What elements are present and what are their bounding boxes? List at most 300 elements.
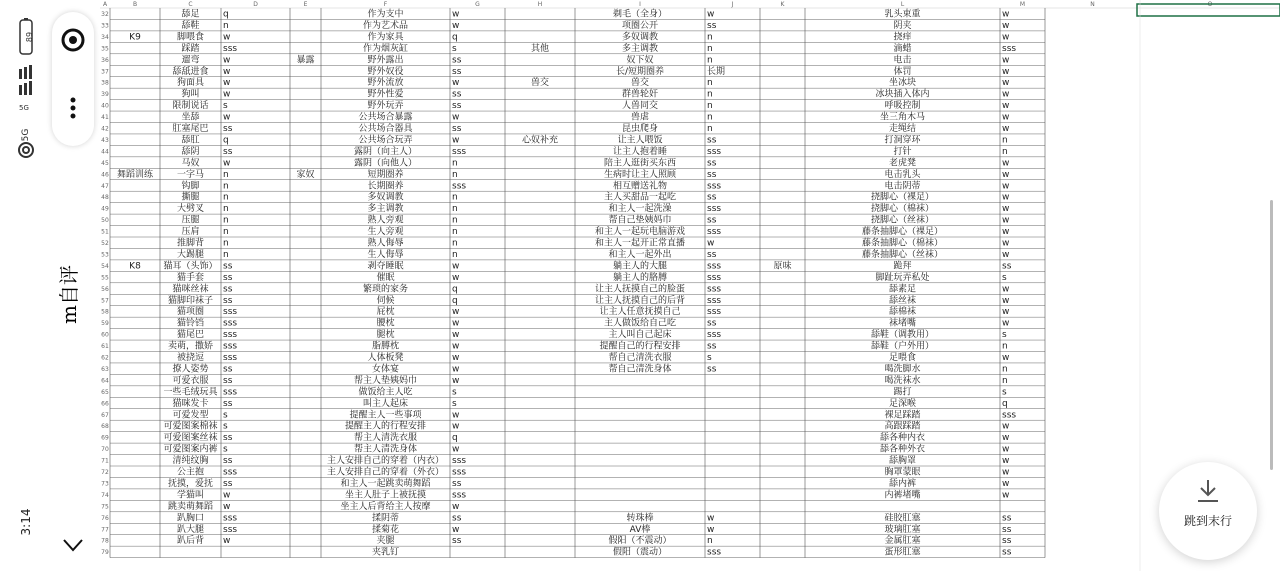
rating-cell[interactable]: n — [223, 169, 229, 180]
item-cell[interactable]: 压肩 — [181, 227, 200, 238]
rating-cell[interactable]: sss — [707, 272, 722, 283]
item-cell[interactable]: 舔鞋（户外用） — [870, 341, 935, 352]
rating-cell[interactable]: w — [452, 135, 460, 146]
item-cell[interactable]: 可爱图案棉袜 — [163, 421, 218, 432]
rating-cell[interactable]: n — [452, 158, 458, 169]
item-cell[interactable]: 叫主人起床 — [362, 398, 409, 409]
rating-cell[interactable]: w — [1002, 192, 1010, 203]
rating-cell[interactable]: w — [1002, 9, 1010, 20]
rating-cell[interactable]: ss — [223, 478, 233, 489]
item-cell[interactable]: 藤条抽脚心（裸足） — [861, 227, 944, 238]
item-cell[interactable]: 和主人一起跳卖萌舞蹈 — [340, 478, 431, 489]
rating-cell[interactable]: n — [452, 192, 458, 203]
rating-cell[interactable]: w — [223, 112, 231, 123]
rating-cell[interactable]: ss — [1002, 536, 1012, 547]
rating-cell[interactable]: w — [223, 78, 231, 89]
rating-cell[interactable]: n — [707, 89, 713, 100]
item-cell[interactable]: 多奴调教 — [621, 32, 659, 43]
item-cell[interactable]: 野外露出 — [367, 55, 404, 66]
item-cell[interactable]: 多主调教 — [621, 43, 659, 54]
item-cell[interactable]: 繁琐的家务 — [362, 284, 409, 295]
group-label[interactable]: 家奴 — [296, 169, 315, 180]
item-cell[interactable]: 一些毛绒玩具 — [163, 387, 218, 398]
item-cell[interactable]: 乳头束重 — [884, 9, 921, 20]
rating-cell[interactable]: ss — [452, 66, 462, 77]
rating-cell[interactable]: n — [223, 192, 229, 203]
rating-cell[interactable]: ss — [707, 169, 717, 180]
rating-cell[interactable]: w — [452, 78, 460, 89]
rating-cell[interactable]: sss — [223, 307, 238, 318]
rating-cell[interactable]: ss — [707, 341, 717, 352]
column-header[interactable]: I — [639, 1, 641, 8]
item-cell[interactable]: 揉阴蒂 — [371, 513, 400, 524]
item-cell[interactable]: 假阳（震动） — [612, 547, 668, 558]
item-cell[interactable]: 内裤堵嘴 — [884, 490, 921, 501]
rating-cell[interactable]: n — [707, 78, 713, 89]
item-cell[interactable]: 提醒主人一些事项 — [349, 410, 422, 421]
rating-cell[interactable]: ss — [707, 20, 717, 31]
item-cell[interactable]: 夹腿 — [376, 536, 395, 547]
rating-cell[interactable]: ss — [707, 192, 717, 203]
item-cell[interactable]: 滴蜡 — [893, 43, 912, 54]
rating-cell[interactable]: ss — [452, 513, 462, 524]
column-header[interactable]: A — [102, 1, 108, 8]
item-cell[interactable]: 打针 — [893, 146, 912, 157]
rating-cell[interactable]: ss — [223, 375, 233, 386]
rating-cell[interactable]: w — [1002, 89, 1010, 100]
item-cell[interactable]: 跪拜 — [893, 261, 912, 272]
item-cell[interactable]: 舔阴 — [181, 146, 200, 157]
rating-cell[interactable]: s — [1002, 387, 1007, 398]
rating-cell[interactable]: ss — [452, 478, 462, 489]
rating-cell[interactable]: ss — [223, 284, 233, 295]
item-cell[interactable]: 猫尾巴 — [176, 330, 205, 341]
item-cell[interactable]: 猫耳（头饰） — [163, 261, 218, 272]
rating-cell[interactable]: s — [452, 398, 457, 409]
item-cell[interactable]: 舔素足 — [888, 284, 917, 295]
item-cell[interactable]: 帮自己清洗衣服 — [608, 353, 672, 363]
item-cell[interactable]: 挠脚心（丝袜） — [870, 215, 935, 226]
column-header[interactable]: L — [900, 1, 905, 8]
rating-cell[interactable]: w — [1002, 444, 1010, 455]
item-cell[interactable]: 足深喉 — [888, 398, 917, 409]
rating-cell[interactable]: sss — [707, 227, 722, 238]
item-cell[interactable]: 猫项圈 — [176, 307, 205, 318]
spreadsheet-grid[interactable] — [100, 0, 1280, 571]
rating-cell[interactable]: ss — [223, 272, 233, 283]
item-cell[interactable]: 猫咪丝袜 — [172, 284, 209, 295]
item-cell[interactable]: 公主抱 — [176, 467, 205, 478]
item-cell[interactable]: 让主人喂饭 — [617, 135, 663, 146]
item-cell[interactable]: 项圈公开 — [621, 20, 659, 31]
rating-cell[interactable]: w — [1002, 353, 1010, 363]
column-header[interactable]: H — [537, 1, 543, 8]
rating-cell[interactable]: ss — [223, 146, 233, 157]
item-cell[interactable]: 躺主人的胳膊 — [612, 272, 668, 283]
rating-cell[interactable]: w — [1002, 421, 1010, 432]
rating-cell[interactable]: ss — [223, 433, 233, 444]
item-cell[interactable]: 伺候 — [376, 295, 395, 306]
rating-cell[interactable]: n — [707, 55, 713, 66]
item-cell[interactable]: 脚喂食 — [176, 32, 205, 43]
item-cell[interactable]: 剥夺睡眠 — [367, 261, 404, 272]
rating-cell[interactable]: w — [707, 9, 715, 20]
record-icon[interactable] — [61, 28, 85, 56]
rating-cell[interactable]: n — [223, 238, 229, 249]
rating-cell[interactable]: w — [452, 112, 460, 123]
rating-cell[interactable]: s — [223, 421, 228, 432]
item-cell[interactable]: 踩踏 — [181, 43, 200, 54]
item-cell[interactable]: 推脚背 — [176, 238, 205, 249]
rating-cell[interactable]: w — [223, 536, 231, 547]
item-cell[interactable]: 作为烟灰缸 — [362, 43, 409, 54]
rating-cell[interactable]: sss — [223, 513, 238, 524]
column-header[interactable]: J — [731, 1, 734, 8]
rating-cell[interactable]: w — [1002, 249, 1010, 260]
rating-cell[interactable]: s — [223, 101, 228, 112]
rating-cell[interactable]: w — [1002, 20, 1010, 31]
item-cell[interactable]: 帮主人清洗衣服 — [353, 433, 418, 444]
rating-cell[interactable]: w — [1002, 101, 1010, 112]
item-cell[interactable]: 撕腿 — [181, 192, 200, 203]
item-cell[interactable]: 帮自己清洗身体 — [608, 364, 672, 375]
rating-cell[interactable]: n — [707, 124, 713, 134]
item-cell[interactable]: 野外奴役 — [367, 66, 404, 77]
rating-cell[interactable]: sss — [707, 204, 722, 215]
rating-cell[interactable]: s — [452, 387, 457, 398]
column-header[interactable]: B — [132, 1, 138, 8]
column-header[interactable]: N — [1090, 1, 1095, 8]
rating-cell[interactable]: w — [1002, 169, 1010, 180]
item-cell[interactable]: 趴胸口 — [176, 513, 205, 524]
item-cell[interactable]: 群兽轮奸 — [621, 89, 659, 100]
rating-cell[interactable]: w — [1002, 204, 1010, 215]
rating-cell[interactable]: 长期 — [707, 66, 726, 77]
rating-cell[interactable]: sss — [223, 387, 238, 398]
item-cell[interactable]: 提醒自己的行程安排 — [599, 341, 681, 352]
item-cell[interactable]: 人兽同交 — [621, 101, 659, 112]
rating-cell[interactable]: w — [1002, 318, 1010, 329]
rating-cell[interactable]: n — [223, 215, 229, 226]
rating-cell[interactable]: n — [452, 169, 458, 180]
item-cell[interactable]: 熟人旁观 — [367, 215, 404, 226]
rating-cell[interactable]: q — [452, 433, 458, 444]
item-cell[interactable]: 藤条抽脚心（丝袜） — [861, 249, 944, 260]
item-cell[interactable]: 马奴 — [181, 158, 200, 169]
rating-cell[interactable]: ss — [707, 249, 717, 260]
rating-cell[interactable]: w — [452, 330, 460, 341]
item-cell[interactable]: 转珠棒 — [626, 513, 654, 524]
rating-cell[interactable]: sss — [707, 547, 722, 558]
item-cell[interactable]: 舔舐进食 — [172, 66, 209, 77]
item-cell[interactable]: 露阴（向他人） — [353, 158, 418, 169]
rating-cell[interactable]: sss — [707, 284, 722, 295]
item-cell[interactable]: 猫咪发卡 — [172, 398, 209, 409]
rating-cell[interactable]: q — [452, 32, 458, 43]
rating-cell[interactable]: w — [223, 501, 231, 512]
group-label[interactable]: K8 — [129, 261, 141, 272]
rating-cell[interactable]: n — [223, 249, 229, 260]
item-cell[interactable]: 玻璃肛塞 — [884, 524, 921, 535]
item-cell[interactable]: 公共场合玩弄 — [358, 135, 413, 146]
item-cell[interactable]: 主人安排自己的穿着（内衣） — [326, 456, 445, 467]
item-cell[interactable]: 让主人抱着睡 — [612, 146, 668, 157]
rating-cell[interactable]: q — [1002, 398, 1008, 409]
item-cell[interactable]: 硅胶肛塞 — [884, 513, 921, 524]
rating-cell[interactable]: sss — [707, 307, 722, 318]
item-cell[interactable]: 老虎凳 — [888, 158, 917, 169]
rating-cell[interactable]: ss — [1002, 524, 1012, 535]
rating-cell[interactable]: n — [707, 112, 713, 123]
rating-cell[interactable]: n — [1002, 146, 1008, 157]
rating-cell[interactable]: n — [1002, 375, 1008, 386]
rating-cell[interactable]: w — [452, 364, 460, 375]
rating-cell[interactable]: sss — [707, 261, 722, 272]
item-cell[interactable]: 让主人抚摸自己的脸蛋 — [594, 284, 686, 295]
rating-cell[interactable]: s — [1002, 330, 1007, 341]
column-header[interactable]: O — [1207, 1, 1213, 8]
rating-cell[interactable]: w — [1002, 215, 1010, 226]
rating-cell[interactable]: n — [1002, 364, 1008, 375]
rating-cell[interactable]: ss — [452, 124, 462, 134]
rating-cell[interactable]: ss — [452, 101, 462, 112]
column-header[interactable]: F — [383, 1, 388, 8]
item-cell[interactable]: 脚趾玩弄私处 — [875, 272, 930, 283]
rating-cell[interactable]: w — [1002, 238, 1010, 249]
item-cell[interactable]: 做饭给主人吃 — [358, 387, 413, 398]
rating-cell[interactable]: sss — [223, 467, 238, 478]
item-cell[interactable]: 挠脚心（棉袜） — [870, 204, 935, 215]
item-cell[interactable]: 大踢腿 — [176, 249, 205, 260]
rating-cell[interactable]: s — [223, 444, 228, 455]
item-cell[interactable]: 清纯纹胸 — [172, 456, 209, 467]
item-cell[interactable]: 舔棉袜 — [888, 307, 917, 318]
item-cell[interactable]: 冰块插入体内 — [875, 89, 930, 100]
item-cell[interactable]: 肛塞尾巴 — [172, 124, 209, 134]
item-cell[interactable]: 作为家具 — [367, 32, 404, 43]
item-cell[interactable]: 袜堵嘴 — [888, 318, 917, 329]
column-header[interactable]: D — [253, 1, 258, 8]
item-cell[interactable]: 提醒主人的行程安排 — [344, 421, 427, 432]
rating-cell[interactable]: n — [1002, 341, 1008, 352]
rating-cell[interactable]: w — [223, 32, 231, 43]
rating-cell[interactable]: w — [1002, 124, 1010, 134]
rating-cell[interactable]: n — [452, 227, 458, 238]
item-cell[interactable]: 人体板凳 — [367, 353, 404, 363]
rating-cell[interactable]: ss — [223, 261, 233, 272]
item-cell[interactable]: 主人做饭给自己吃 — [603, 318, 677, 329]
item-cell[interactable]: 野外性爱 — [367, 89, 404, 100]
rating-cell[interactable]: w — [452, 341, 460, 352]
item-cell[interactable]: 藤条抽脚心（棉袜） — [861, 238, 944, 249]
rating-cell[interactable]: w — [1002, 55, 1010, 66]
item-cell[interactable]: 足喂食 — [888, 353, 917, 363]
item-cell[interactable]: 熟人侮辱 — [367, 238, 404, 249]
item-cell[interactable]: 让主人任意抚摸自己 — [599, 307, 681, 318]
item-cell[interactable]: 假阳（不震动） — [608, 536, 672, 547]
rating-cell[interactable]: sss — [223, 353, 238, 363]
rating-cell[interactable]: w — [452, 20, 460, 31]
rating-cell[interactable]: n — [452, 204, 458, 215]
rating-cell[interactable]: w — [1002, 307, 1010, 318]
column-header[interactable]: G — [475, 1, 480, 8]
rating-cell[interactable]: s — [707, 353, 712, 363]
item-cell[interactable]: 和主人一起洗澡 — [608, 204, 672, 215]
rating-cell[interactable]: w — [223, 55, 231, 66]
item-cell[interactable]: 野外流放 — [367, 78, 404, 89]
rating-cell[interactable]: n — [707, 43, 713, 54]
rating-cell[interactable]: w — [1002, 112, 1010, 123]
rating-cell[interactable]: w — [1002, 66, 1010, 77]
rating-cell[interactable]: w — [452, 421, 460, 432]
item-cell[interactable]: 坐主人后背给主人按摩 — [340, 501, 431, 512]
rating-cell[interactable]: w — [1002, 456, 1010, 467]
item-cell[interactable]: 露阴（向主人） — [353, 146, 418, 157]
item-cell[interactable]: 公共场合器具 — [358, 124, 413, 134]
rating-cell[interactable]: w — [452, 272, 460, 283]
item-cell[interactable]: 公共场合暴露 — [358, 112, 413, 123]
rating-cell[interactable]: w — [223, 66, 231, 77]
item-cell[interactable]: 腿枕 — [376, 330, 395, 341]
item-cell[interactable]: 踢打 — [893, 387, 912, 398]
item-cell[interactable]: 相互赠送礼物 — [612, 181, 668, 192]
item-cell[interactable]: 脂膊枕 — [371, 341, 400, 352]
more-options-icon[interactable] — [61, 96, 85, 124]
item-cell[interactable]: 和主人一起玩电脑游戏 — [594, 227, 686, 238]
rating-cell[interactable]: sss — [707, 181, 722, 192]
rating-cell[interactable]: n — [223, 204, 229, 215]
item-cell[interactable]: 坐主人肚子上被抚摸 — [344, 490, 427, 501]
item-cell[interactable]: 电击阴蒂 — [884, 181, 921, 192]
group-label[interactable]: K9 — [129, 32, 141, 43]
item-cell[interactable]: 狗叫 — [181, 89, 200, 100]
rating-cell[interactable]: n — [452, 238, 458, 249]
rating-cell[interactable]: sss — [452, 490, 467, 501]
item-cell[interactable]: 喝洗袜水 — [884, 375, 921, 386]
item-cell[interactable]: 帮主人清洗身体 — [353, 444, 418, 455]
item-cell[interactable]: 舔胸罩 — [888, 456, 917, 467]
rating-cell[interactable]: q — [452, 295, 458, 306]
rating-cell[interactable]: n — [452, 249, 458, 260]
item-cell[interactable]: 压腿 — [181, 215, 200, 226]
vertical-scrollbar[interactable] — [1270, 200, 1273, 470]
item-cell[interactable]: 主人叫自己起床 — [608, 330, 672, 341]
item-cell[interactable]: 电击乳头 — [884, 169, 921, 180]
rating-cell[interactable]: n — [707, 101, 713, 112]
rating-cell[interactable]: ss — [1002, 513, 1012, 524]
rating-cell[interactable]: sss — [707, 146, 722, 157]
rating-cell[interactable]: sss — [452, 181, 467, 192]
item-cell[interactable]: 昆虫爬身 — [621, 124, 659, 134]
column-header[interactable]: E — [303, 1, 308, 8]
item-cell[interactable]: 舔各种内衣 — [879, 433, 926, 444]
item-cell[interactable]: 坐三角木马 — [879, 112, 926, 123]
item-cell[interactable]: 揉菊花 — [371, 524, 400, 535]
item-cell[interactable]: 催眠 — [376, 272, 395, 283]
rating-cell[interactable]: ss — [707, 135, 717, 146]
item-cell[interactable]: 坐冰块 — [888, 78, 917, 89]
item-cell[interactable]: 可爱发型 — [172, 410, 209, 421]
rating-cell[interactable]: sss — [223, 341, 238, 352]
rating-cell[interactable]: n — [452, 215, 458, 226]
item-cell[interactable]: 阴夹 — [893, 20, 912, 31]
rating-cell[interactable]: n — [223, 181, 229, 192]
rating-cell[interactable]: ss — [1002, 261, 1012, 272]
item-cell[interactable]: 呼吸控制 — [884, 101, 921, 112]
item-cell[interactable]: 屁枕 — [376, 307, 395, 318]
rating-cell[interactable]: ss — [223, 124, 233, 134]
rating-cell[interactable]: q — [223, 9, 229, 20]
item-cell[interactable]: 走绳结 — [888, 124, 917, 134]
item-cell[interactable]: 可爱衣服 — [172, 375, 209, 386]
rating-cell[interactable]: sss — [452, 146, 467, 157]
rating-cell[interactable]: ss — [452, 55, 462, 66]
item-cell[interactable]: 钩脚 — [181, 181, 200, 192]
group-label[interactable]: 兽交 — [530, 78, 550, 89]
item-cell[interactable]: 趴大腿 — [176, 524, 205, 535]
item-cell[interactable]: 让主人抚摸自己的后背 — [594, 295, 686, 306]
rating-cell[interactable]: sss — [223, 524, 238, 535]
item-cell[interactable]: 和主人一起外出 — [608, 249, 672, 260]
rating-cell[interactable]: w — [1002, 158, 1010, 169]
item-cell[interactable]: 多奴调教 — [367, 192, 404, 203]
rating-cell[interactable]: sss — [707, 330, 722, 341]
rating-cell[interactable]: s — [223, 410, 228, 421]
rating-cell[interactable]: w — [707, 524, 715, 535]
rating-cell[interactable]: ss — [223, 456, 233, 467]
rating-cell[interactable]: w — [452, 524, 460, 535]
back-chevron-icon[interactable] — [58, 530, 88, 560]
item-cell[interactable]: 奴下奴 — [626, 55, 654, 66]
rating-cell[interactable]: ss — [223, 398, 233, 409]
rating-cell[interactable]: n — [707, 32, 713, 43]
rating-cell[interactable]: w — [452, 318, 460, 329]
rating-cell[interactable]: w — [1002, 467, 1010, 478]
item-cell[interactable]: 剃毛（全身） — [612, 9, 668, 20]
rating-cell[interactable]: w — [223, 89, 231, 100]
rating-cell[interactable]: w — [1002, 181, 1010, 192]
item-cell[interactable]: 舔鞋 — [181, 20, 200, 31]
item-cell[interactable]: 猫铃铛 — [176, 318, 205, 329]
item-cell[interactable]: 可爱图案丝袜 — [163, 433, 218, 444]
item-cell[interactable]: 主人买甜品一起吃 — [603, 192, 677, 203]
column-header[interactable]: C — [188, 1, 193, 8]
item-cell[interactable]: 猫手套 — [176, 272, 205, 283]
item-cell[interactable]: 卖萌，撒娇 — [167, 341, 214, 352]
item-cell[interactable]: 帮主人垫姨妈巾 — [353, 375, 418, 386]
rating-cell[interactable]: ss — [452, 536, 462, 547]
item-cell[interactable]: 跳卖萌舞蹈 — [167, 501, 214, 512]
rating-cell[interactable]: sss — [1002, 410, 1017, 421]
item-cell[interactable]: 舔肛 — [181, 135, 200, 146]
item-cell[interactable]: 陪主人逛街买东西 — [603, 158, 677, 169]
rating-cell[interactable]: w — [1002, 295, 1010, 306]
item-cell[interactable]: 野外玩弄 — [367, 101, 404, 112]
item-cell[interactable]: 裸足踩踏 — [884, 410, 921, 421]
item-cell[interactable]: 躺主人的大腿 — [612, 261, 668, 272]
rating-cell[interactable]: w — [452, 410, 460, 421]
rating-cell[interactable]: n — [1002, 135, 1008, 146]
item-cell[interactable]: 喝洗脚水 — [884, 364, 921, 375]
rating-cell[interactable]: w — [1002, 284, 1010, 295]
rating-cell[interactable]: w — [1002, 32, 1010, 43]
item-cell[interactable]: 舔各种外衣 — [879, 444, 926, 455]
rating-cell[interactable]: sss — [452, 456, 467, 467]
item-cell[interactable]: 遛弯 — [181, 55, 200, 66]
rating-cell[interactable]: ss — [707, 364, 717, 375]
rating-cell[interactable]: q — [223, 135, 229, 146]
item-cell[interactable]: 胸罩蒙眼 — [884, 467, 921, 478]
